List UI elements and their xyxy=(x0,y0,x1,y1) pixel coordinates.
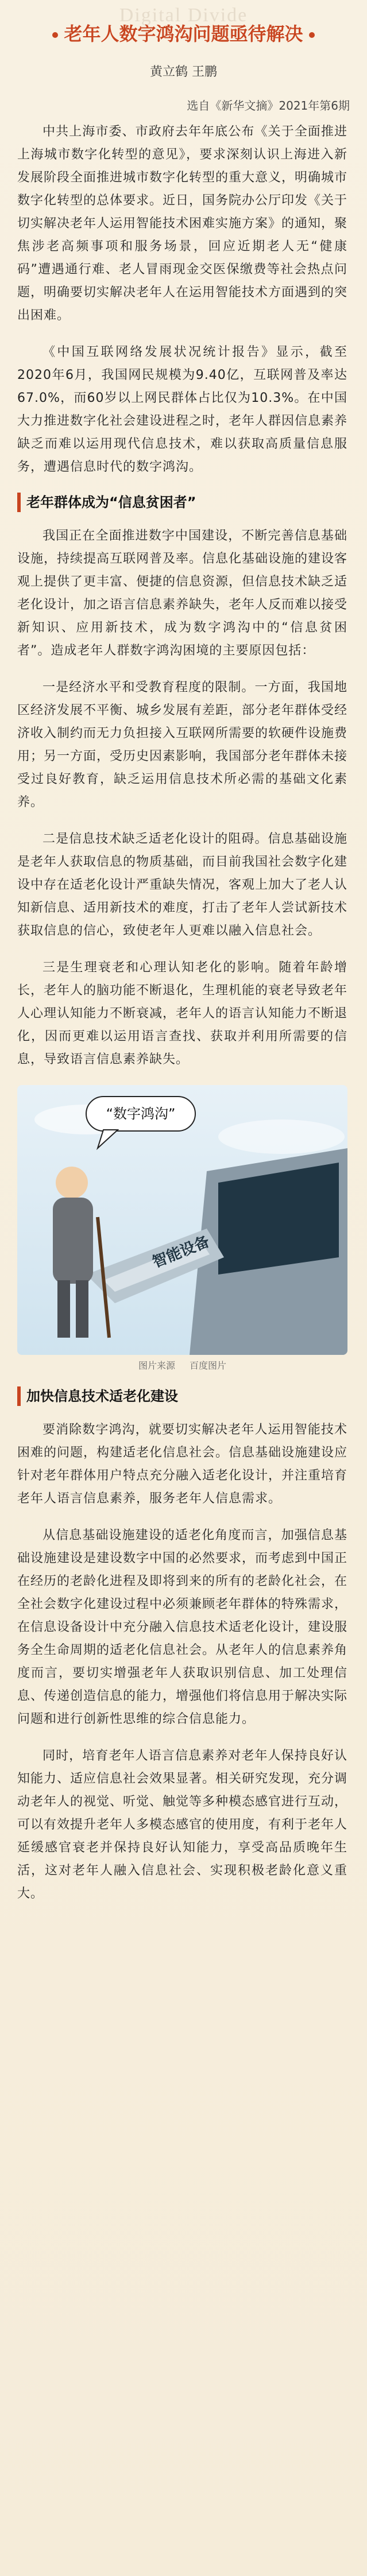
intro-paragraph-2: 《中国互联网络发展状况统计报告》显示，截至2020年6月，我国网民规模为9.40亿，互联网普及率达67.0%，而60岁以上网民群体占比仅为10.3%。在中国大力推进数字化社会建设进程之时，老年人群因信息素养缺乏而难以运用现代信息技术，难以获取高质量信息服务，遭遇信息时代的数字鸿沟。 xyxy=(17,345,348,474)
caption-source-value: 百度图片 xyxy=(190,1360,227,1371)
header-ghost-text: Digital Divide xyxy=(119,5,248,26)
illustration-image xyxy=(17,1085,347,1355)
intro-paragraph-1: 中共上海市委、市政府去年年底公布《关于全面推进上海城市数字化转型的意见》，要求深刻认识上海进入新发展阶段全面推进城市数字化转型的重大意义，明确城市数字化转型的总体要求。近日，国务院办公厅印发《关于切实解决老年人运用智能技术困难实施方案》的通知，聚焦涉老高频事项和服务场景，回应近期老人无“健康码”遭遇通行难、老人冒雨现金交医保缴费等社会热点问题，明确要切实解决老年人在运用智能技术方面遇到的突出困难。 xyxy=(17,125,348,323)
digital-divide-illustration xyxy=(17,1085,347,1355)
page-title: 老年人数字鸿沟问题亟待解决 xyxy=(51,20,315,46)
caption-source-label: 图片来源 xyxy=(138,1360,175,1371)
section1-paragraph-2: 一是经济水平和受教育程度的限制。一方面，我国地区经济发展不平衡、城乡发展有差距，部分老年群体受经济收入制约而无力负担接入互联网所需要的软硬件设施费用；另一方面，受历史因素影响，我国部分老年群体未接受过良好教育，缺乏运用信息技术所必需的基础文化素养。 xyxy=(17,680,348,809)
sign-text: 智能设备 xyxy=(150,1233,213,1272)
section-heading-1: 老年群体成为“信息贫困者” xyxy=(17,493,347,512)
source-line: 选自《新华文摘》2021年第6期 xyxy=(187,99,350,113)
authors: 黄立鹤 王鹏 xyxy=(150,65,217,79)
speech-bubble-text: “数字鸿沟” xyxy=(106,1106,176,1122)
section2-paragraph-2: 从信息基础设施建设的适老化角度而言，加强信息基础设施建设是建设数字中国的必然要求，而考虑到中国正在经历的老龄化进程及即将到来的所有的老龄化社会，在全社会数字化建设过程中必须兼顾老年群体的特殊需求，在信息设备设计中充分融入信息技术适老化设计，建设服务全生命周期的适老化信息社会。从老年人的信息素养角度而言，要切实增强老年人获取识别信息、加工处理信息、传递创造信息的能力，增强他们将信息用于解决实际问题和进行创新性思维的综合信息能力。 xyxy=(17,1528,348,1726)
section1-paragraph-4: 三是生理衰老和心理认知老化的影响。随着年龄增长，老年人的脑功能不断退化，生理机能的衰老导致老年人心理认知能力不断衰减，老年人的语言认知能力不断退化，因而更难以运用语言查找、获取并利用所需要的信息，导致语言信息素养缺失。 xyxy=(17,960,348,1067)
section-heading-2: 加快信息技术适老化建设 xyxy=(17,1386,347,1406)
section2-paragraph-3: 同时，培育老年人语言信息素养对老年人保持良好认知能力、适应信息社会效果显著。相关研究发现，充分调动老年人的视觉、听觉、触觉等多种模态感官进行互动，可以有效提升老年人多模态感官的使用度，有利于老年人延缓感官衰老并保持良好认知能力，享受高品质晚年生活，这对老年人融入信息社会、实现积极老龄化意义重大。 xyxy=(17,1749,348,1901)
title-wrap xyxy=(0,20,367,46)
section1-paragraph-3: 二是信息技术缺乏适老化设计的阻碍。信息基础设施是老年人获取信息的物质基础，而目前我国社会数字化建设中存在适老化设计严重缺失情况，客观上加大了老人认知新信息、适用新技术的难度，打击了老年人尝试新技术获取信息的信心，致使老年人更难以融入信息社会。 xyxy=(17,832,348,938)
article-body xyxy=(17,121,347,1919)
image-caption xyxy=(17,1358,347,1372)
section1-paragraph-1: 我国正在全面推进数字中国建设，不断完善信息基础设施，持续提高互联网普及率。信息化基础设施的建设客观上提供了更丰富、便捷的信息资源，但信息技术缺乏适老化设计，加之语言信息素养缺失，老年人反而难以接受新知识、应用新技术，成为数字鸿沟中的“信息贫困者”。造成老年人群数字鸿沟困境的主要原因包括： xyxy=(17,529,348,658)
section2-paragraph-1: 要消除数字鸿沟，就要切实解决老年人运用智能技术困难的问题，构建适老化信息社会。信息基础设施建设应针对老年群体用户特点充分融入适老化设计，并注重培育老年人语言信息素养，服务老年人信息需求。 xyxy=(17,1423,348,1506)
